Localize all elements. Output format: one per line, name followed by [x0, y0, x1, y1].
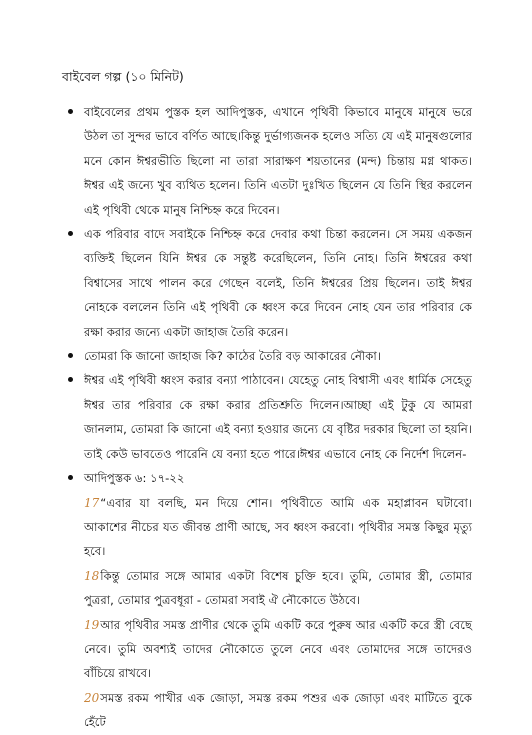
bullet-item: বাইবেলের প্রথম পুস্তক হল আদিপুস্তক, এখানে পৃথিবী কিভাবে মানুষে মানুষে ভরে উঠল তা সুন্দর ভাবে বর্ণিত আছে।কিন্তু দুর্ভাগ্যজনক হলেও সত্যি যে এই মানুষগুলোর মনে কোন ঈশ্বরভীতি ছিলো না তারা সারাক্ষণ শয়তানের (মন্দ) চিন্তায় মগ্ন থাকত। ঈশ্বর এই জন্যে খুব ব্যথিত হলেন। তিনি এতটা দুঃখিত ছিলেন যে তিনি স্থির করলেন এই পৃথিবী থেকে মানুষ নিশ্চিহ্ন করে দিবেন।	[84, 100, 472, 222]
bullet-item: ঈশ্বর এই পৃথিবী ধ্বংস করার বন্যা পাঠাবেন। যেহেতু নোহ বিশ্বাসী এবং ধার্মিক সেহেতু ঈশ্বর তার পরিবার কে রক্ষা করার প্রতিশ্রুতি দিলেন।আচ্ছা এই টুকু যে আমরা জানলাম, তোমরা কি জানো এই বন্যা হওয়ার জন্যে যে বৃষ্টির দরকার ছিলো তা হয়নি। তাই কেউ ভাবতেও পারেনি যে বন্যা হতে পারে।ঈশ্বর এভাবে নোহ কে নির্দেশ দিলেন-	[84, 368, 472, 466]
verse-19	[84, 613, 472, 686]
verse-text: “এবার যা বলছি, মন দিয়ে শোন। পৃথিবীতে আমি এক মহাপ্লাবন ঘটাবো। আকাশের নীচের যত জীবন্ত প্রাণী আছে, সব ধ্বংস করবো। পৃথিবীর সমস্ত কিছুর মৃত্যু হবে।	[84, 495, 472, 559]
bullet-item-scripture	[84, 466, 472, 734]
verse-text: আর পৃথিবীর সমস্ত প্রাণীর থেকে তুমি একটি করে পুরুষ আর একটি করে স্ত্রী বেছে নেবে। তুমি অবশ্যই তাদের নৌকোতে তুলে নেবে এবং তোমাদের সঙ্গে তাদেরও বাঁচিয়ে রাখবে।	[84, 617, 472, 681]
verse-number: 18	[84, 568, 100, 583]
verse-17	[84, 491, 472, 564]
scripture-reference: আদিপুস্তক ৬: ১৭-২২	[84, 471, 185, 486]
bullet-item: তোমরা কি জানো জাহাজ কি? কাঠের তৈরি বড় আকারের নৌকা।	[84, 344, 472, 368]
verse-text: সমস্ত রকম পাখীর এক জোড়া, সমস্ত রকম পশুর এক জোড়া এবং মাটিতে বুকে হেঁটে	[84, 690, 472, 730]
verse-number: 20	[84, 690, 100, 705]
bullet-item: এক পরিবার বাদে সবাইকে নিশ্চিহ্ন করে দেবার কথা চিন্তা করলেন। সে সময় একজন ব্যক্তিই ছিলেন যিনি ঈশ্বর কে সন্তুষ্ট করেছিলেন, তিনি নোহ। তিনি ঈশ্বরের কথা বিশ্বাসের সাথে পালন করে গেছেন বলেই, তিনি ঈশ্বরের প্রিয় ছিলেন। তাই ঈশ্বর নোহকে বললেন তিনি এই পৃথিবী কে ধ্বংস করে দিবেন নোহ যেন তার পরিবার কে রক্ষা করার জন্যে একটা জাহাজ তৈরি করেন।	[84, 222, 472, 344]
section-heading: বাইবেল গল্প (১০ মিনিট)	[62, 69, 184, 84]
verse-20	[84, 686, 472, 735]
verse-text: কিন্তু তোমার সঙ্গে আমার একটা বিশেষ চুক্তি হবে। তুমি, তোমার স্ত্রী, তোমার পুত্ররা, তোমার পুত্রবধূরা - তোমরা সবাই ঐ নৌকোতে উঠবে।	[84, 568, 472, 608]
verse-18	[84, 564, 472, 613]
verse-number: 17	[84, 495, 100, 510]
bullet-list	[62, 100, 472, 735]
verse-number: 19	[84, 617, 100, 632]
